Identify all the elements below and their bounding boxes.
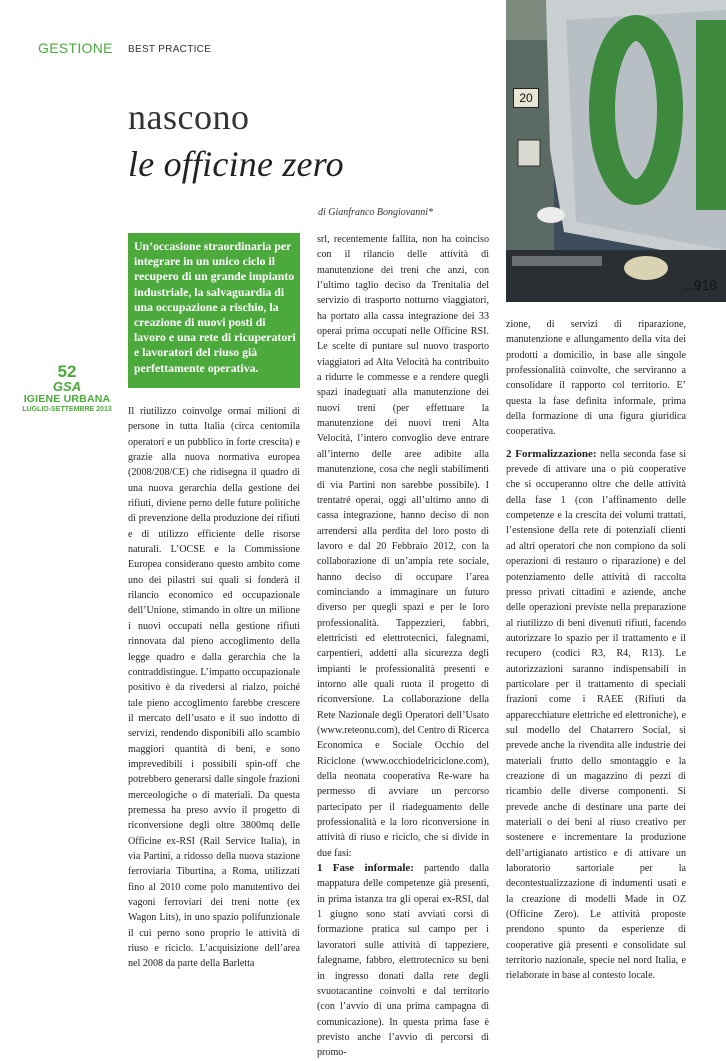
author-byline: di Gianfranco Bongiovanni* — [318, 207, 433, 218]
article-photo — [506, 0, 726, 302]
subsection-label: BEST PRACTICE — [128, 44, 212, 55]
photo-illustration — [506, 0, 726, 302]
article-title-line1: nascono — [128, 97, 250, 137]
page-number: 52 — [57, 362, 77, 381]
magazine-logo: GSA — [52, 379, 82, 394]
magazine-folio — [18, 362, 116, 414]
phase-2-heading: 2 Formalizzazione: — [506, 447, 597, 460]
phase-2-text: nella seconda fase si prevede di attivare una o più cooperative che si occuperanno oltre che delle attività della fase 1 (con l’affinamento delle competenze e la crescita dei volumi trattati, l’estensione della rete di potenziali clienti ad altri operatori che non compiono da soli operazioni di restauro o riparazione) e del potenziamento delle attività di raccolta presso privati cittadini e aziende, anche delle operazioni previste nella preparazione al riutilizzo di beni divenuti rifiuti, facendo autorizzare lo spazio per il trattamento e il recupero (codici R3, R4, R13). Le autorizzazioni saranno indispensabili in particolare per il trattamento di speciali frazioni come i RAEE (Rifiuti da apparecchiature elettriche ed elettroniche), e sul modello del Chatarrero Social, si prevede anche la rivendita alle industrie dei materiali frutto dello smontaggio e la creazione di un magazzino di pezzi di ricambio delle diverse componenti. Si prevede anche di destinare una parte dei materiali o dei beni al riuso creativo per sostenere e incrementare la produzione dell’artigianato artistico e di attivare un laboratorio sartoriale per la decontestualizzazione di indumenti usati e la creazione di modelli Made in OZ (Officine Zero). Le attività proposte prendono spunto da esperienze di cooperative già presenti e consolidate sul territorio nazionale, specie nel nord Italia, e rielaborate in base al contesto locale. — [506, 448, 687, 982]
body-column-3 — [506, 317, 686, 984]
magazine-name: IGIENE URBANA — [23, 393, 111, 405]
issue-date: LUGLIO-SETTEMBRE 2013 — [22, 406, 112, 413]
phase-1-text: partendo dalla mappatura delle competenze già presenti, in prima istanza tra gli operai ex-RSI, dal 1 giugno sono stati avviati corsi di formazione pratica sul campo per i lavoratori sulle attività di tappeziere, falegname, fabbro, elettrotecnico su beni in ingresso donati dalla rete degli svuotacantine coinvolti e dal territorio (con l’avvio di una prima campagna di comunicazione). In questa prima fase è previsto anche l’avvio di percorsi di promo- — [317, 863, 489, 1059]
photo-corner-text: ...918 — [682, 277, 718, 293]
body-paragraph: zione, di servizi di riparazione, manutenzione e allungamento della vita dei prodotti a domicilio, in base alle singole professionalità coinvolte, che serviranno a consolidare il rapporto col territorio. E’ questa la fase definita informale, prima della formazione di una figura giuridica cooperativa. — [506, 319, 686, 438]
article-title-line2: le officine zero — [128, 144, 344, 184]
phase-1-heading: 1 Fase informale: — [317, 862, 414, 875]
body-paragraph: Il riutilizzo coinvolge ormai milioni di persone in tutta Italia (circa centomila operatori e un pubblico in forte crescita) e grazie alla nuova normativa europea (2008/208/CE) che ridisegna il quadro di una nuova gerarchia della gestione dei rifiuti, diviene perno delle future politiche di prevenzione della produzione dei rifiuti e di utilizzo efficiente delle risorse naturali. L’OCSE e la Commissione Europea considerano questo ambito come uno dei pilastri sui quali si fonderà il rilancio economico ed occupazionale dell’Unione, stimando in oltre un milione i nuovi occupati nella gestione rifiuti rinnovata dal pieno accoglimento della legge quadro e dalla gerarchia che la contraddistingue. L’impatto occupazionale positivo è da rivedersi al rialzo, poiché tale pieno accoglimento farebbe crescere il mercato dell’usato e il suo indotto di servizi, rendendo disponibili allo scambio maggiori quantità di beni, e sono imprevedibili i possibili spin-off che potrebbero generarsi dalle singole frazioni merceologiche o di materiali. Da questa premessa ha preso avvio il progetto di riconversione degli oltre 3800mq delle Officine ex-RSI (Rail Service Italia), in via Partini, a ridosso della nuova stazione ferroviaria Tiburtina, a Roma, utilizzati fino al 2010 come polo manutentivo dei vagoni ferroviari dei treni notte (ex Wagon Lits), in uno spazio polifunzionale il cui perno sono proprio le attività di riuso e riciclo. L’acquisizione dell’area nel 2008 da parte della Barletta — [128, 406, 301, 970]
lead-box — [128, 233, 300, 388]
body-paragraph: srl, recentemente fallita, non ha coinciso con il rilancio delle attività di manutenzione dei treni che anzi, con l’ultimo taglio deciso da Trenitalia del servizio di trasporto notturno viaggiatori, ha portato alla cassa integrazione dei 33 operai prima occupati nelle Officine RSI. Le scelte di puntare sul nuovo trasporto viaggiatori ad Alta Velocità ha contribuito a ridurre le commesse e a rendere quegli spazi inadeguati alla manutenzione dei nuovi treni (per effettuare la manutenzione dei nuovi treni Alta Velocità, l’intero convoglio deve entrare all’interno delle aree adibite alla manutenzione, cosa che negli stabilimenti di via Partini non sarebbe possibile). I trentatré operai, oggi all’ultimo anno di cassa integrazione, hanno deciso di non arrendersi alla perdita del loro posto di lavoro e dal 20 Febbraio 2012, con la collaborazione di un’ampia rete sociale, hanno deciso di occupare l’area cominciando a immaginare un futuro diverso per quegli spazi e per le loro professionalità. Tappezzieri, fabbri, elettricisti ed elettrotecnici, falegnami, carpentieri, addetti alla sicurezza degli impianti le professionalità presenti e intorno alle quali ruota il progetto di riconversione. La collaborazione della Rete Nazionale degli Operatori dell’Usato (www.reteonu.com), del Centro di Ricerca Economica e Sociale Occhio del Riciclone (www.occhiodelriciclone.com), della neonata cooperativa Re-ware ha permesso di avviare un percorso partecipato per il riadeguamento delle professionalità e la loro riconversione in attività di riuso e riciclo, che si divide in due fasi: — [317, 234, 489, 859]
lead-text: Un’occasione straordinaria per integrare in un unico ciclo il recupero di un grande impianto industriale, la salvaguardia di una occupazione a rischio, la creazione di nuovi posti di lavoro e una rete di ricuperatori e lavoratori del riuso già perfettamente operativa. — [134, 239, 296, 375]
body-column-2 — [317, 232, 489, 1061]
photo-number-sign: 20 — [513, 88, 539, 108]
section-label: GESTIONE — [38, 40, 113, 56]
body-column-1 — [128, 404, 300, 972]
